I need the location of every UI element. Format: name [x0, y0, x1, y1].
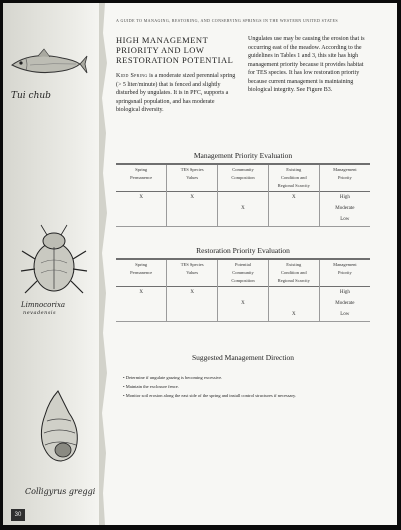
table-cell: X: [139, 195, 143, 200]
column-header: Potential Community Composition: [218, 260, 269, 287]
illustration-strip: [3, 3, 105, 525]
paragraph-priority-rationale: Ungulates use may be causing the erosion that is occurring east of the meadow. According to the guidelines in Tables 1 and 3, this site has high management priority because it provides habitat for TES species. It has low restoration priority because current management is maintaining biological integrity. See Figure B3.: [248, 36, 365, 93]
management-table-title: Management Priority Evaluation: [193, 151, 293, 160]
snail-illustration: [29, 387, 87, 467]
column-header: TES Species Values: [167, 165, 218, 192]
caption-fish: Tui chub: [11, 91, 51, 101]
list-item: • Maintain the exclosure fence.: [123, 382, 373, 391]
table-header-row: [116, 165, 370, 192]
column-header: Management Priority: [319, 165, 370, 192]
caption-snail: Colligyrus greggi: [25, 487, 96, 496]
column-header: Spring Permanence: [130, 262, 153, 275]
management-direction-list: [123, 373, 373, 400]
table-cell: X: [268, 192, 319, 227]
table-cell: X: [268, 287, 319, 322]
spring-name: Kidd Spring: [116, 73, 148, 79]
table-cell: X: [218, 192, 269, 227]
column-header: TES Species Values: [167, 260, 218, 287]
page-number: 30: [11, 509, 25, 521]
restoration-priority-table: [116, 258, 370, 322]
document-page: [3, 3, 397, 525]
table-cell: X: [167, 287, 218, 322]
caption-beetle-species: nevadensis: [23, 310, 57, 316]
column-header: Existing Condition and Regional Scarcity: [268, 165, 319, 192]
table-cell: X: [139, 290, 143, 295]
torn-edge: [99, 3, 111, 525]
column-header: Spring Permanence: [130, 167, 153, 180]
caption-beetle-genus: Limnocorixa: [21, 301, 66, 309]
column-header: Management Priority: [319, 260, 370, 287]
restoration-table-title: Restoration Priority Evaluation: [196, 246, 290, 255]
list-item: • Monitor soil erosion along the east side of the spring and install control structures if necessary.: [123, 391, 373, 400]
column-header: Existing Condition and Regional Scarcity: [268, 260, 319, 287]
table-cell: High Moderate Low: [319, 287, 370, 322]
table-header-row: [116, 260, 370, 287]
list-item: • Determine if ungulate grazing is becoming excessive.: [123, 373, 373, 382]
section-heading: HIGH MANAGEMENT PRIORITY AND LOW RESTORATION POTENTIAL: [116, 35, 234, 65]
table-row: [116, 287, 370, 322]
table-cell: High Moderate Low: [319, 192, 370, 227]
paragraph-site-description: [116, 72, 239, 115]
table-cell: X: [218, 287, 269, 322]
management-direction-title: Suggested Management Direction: [191, 353, 295, 362]
column-header: Community Composition: [218, 165, 269, 192]
table-cell: X: [167, 192, 218, 227]
beetle-illustration: [19, 223, 89, 299]
running-head: A GUIDE TO MANAGING, RESTORING, AND CONSERVING SPRINGS IN THE WESTERN UNITED STATES: [116, 18, 338, 23]
fish-illustration: [8, 45, 88, 81]
table-row: [116, 192, 370, 227]
management-priority-table: [116, 163, 370, 227]
paragraph-text: is a moderate sized perennial spring (> 5 liter/minute) that is fenced and slightly disturbed by ungulates. It is in PFC, supports a springsnail population, and has moderate biological diversity.: [116, 73, 236, 113]
